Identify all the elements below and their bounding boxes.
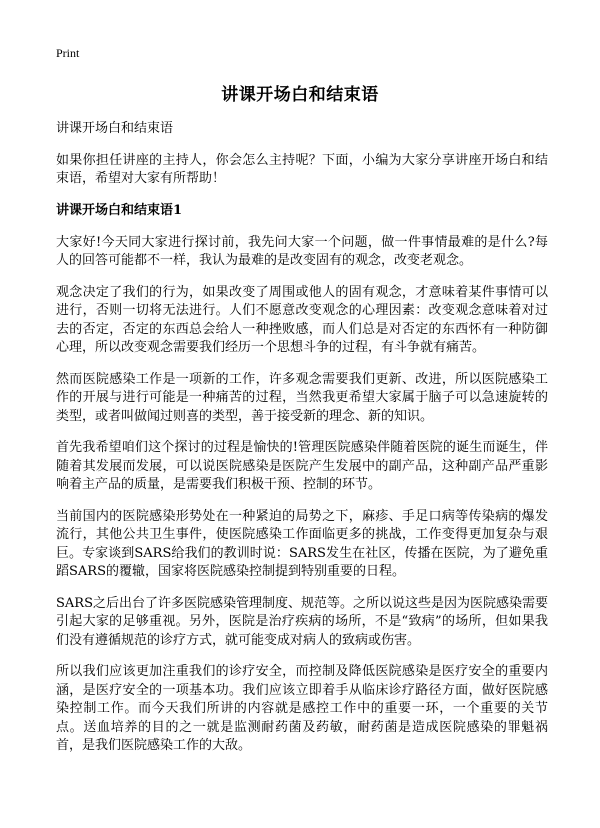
print-link[interactable]: Print <box>56 46 80 60</box>
paragraph-7: 所以我们应该更加注重我们的诊疗安全，而控制及降低医院感染是医疗安全的重要内涵，是医疗安全的一项基本功。我们应该立即着手从临床诊疗路径方面，做好医院感染控制工作。而今天我们所讲的内容就是感控工作中的重要一环，一个重要的关节点。送血培养的目的之一就是监测耐药菌及药敏，耐药菌是造成医院感染的罪魁祸首，是我们医院感染工作的大敌。 <box>56 664 548 753</box>
paragraph-3: 然而医院感染工作是一项新的工作，许多观念需要我们更新、改进，所以医院感染工作的开展与进行可能是一种痛苦的过程，当然我更希望大家属于脑子可以急速旋转的类型，或者叫做闻过则喜的类型，善于接受新的理念、新的知识。 <box>56 371 548 424</box>
paragraph-5: 当前国内的医院感染形势处在一种紧迫的局势之下，麻疹、手足口病等传染病的爆发流行，其他公共卫生事件，使医院感染工作面临更多的挑战，工作变得更加复杂与艰巨。专家谈到SARS给我们的教训时说：SARS发生在社区，传播在医院，为了避免重蹈SARS的覆辙，国家将医院感染控制提到特别重要的日程。 <box>56 508 548 579</box>
article-body <box>56 120 548 769</box>
paragraph-4: 首先我希望咱们这个探讨的过程是愉快的!管理医院感染伴随着医院的诞生而诞生，伴随着其发展而发展，可以说医院感染是医院产生发展中的副产品，这种副产品严重影响着主产品的质量，是需要我们积极干预、控制的环节。 <box>56 440 548 492</box>
page-title: 讲课开场白和结束语 <box>221 85 379 105</box>
intro-paragraph: 如果你担任讲座的主持人，你会怎么主持呢？下面，小编为大家分享讲座开场白和结束语，希望对大家有所帮助！ <box>56 152 548 186</box>
section-title: 讲课开场白和结束语1 <box>56 202 183 218</box>
paragraph-2: 观念决定了我们的行为，如果改变了周围或他人的固有观念，才意味着某件事情可以进行，否则一切将无法进行。人们不愿意改变观念的心理因素：改变观念意味着对过去的否定，否定的东西总会给人一种挫败感，而人们总是对否定的东西怀有一种防御心理，所以改变观念需要我们经历一个思想斗争的过程，有斗争就有痛苦。 <box>56 284 548 355</box>
paragraph-6: SARS之后出台了许多医院感染管理制度、规范等。之所以说这些是因为医院感染需要引起大家的足够重视。另外，医院是治疗疾病的场所，不是“致病”的场所，但如果我们没有遵循规范的诊疗方式，就可能变成对病人的致病或伤害。 <box>56 595 548 648</box>
paragraph-1: 大家好!今天同大家进行探讨前，我先问大家一个问题，做一件事情最难的是什么?每人的回答可能都不一样，我认为最难的是改变固有的观念，改变老观念。 <box>56 234 548 268</box>
intro-label: 讲课开场白和结束语 <box>56 121 174 136</box>
